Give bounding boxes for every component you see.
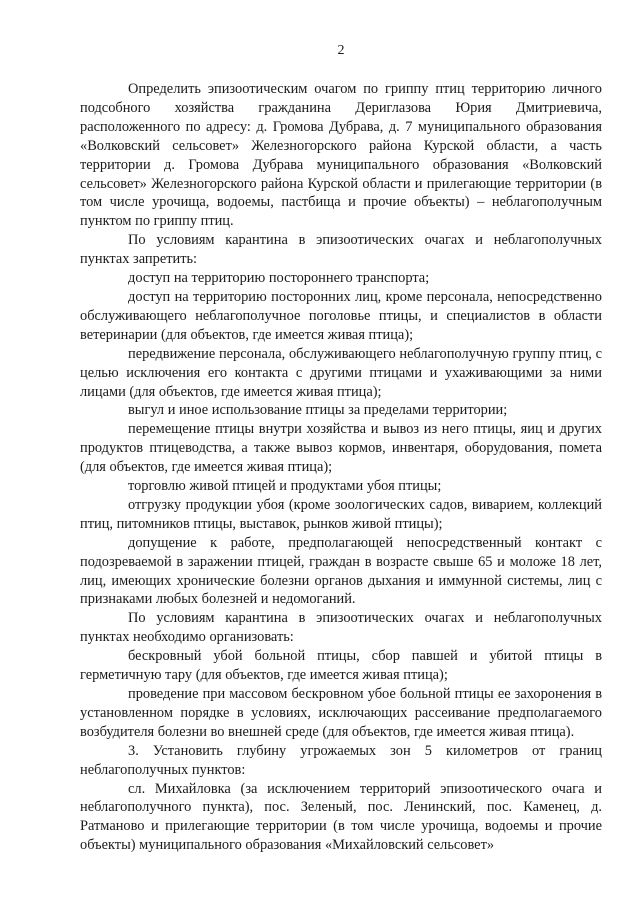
paragraph-prohibit-walking: выгул и иное использование птицы за пределами территории; xyxy=(128,402,508,419)
document-body xyxy=(80,80,602,855)
paragraph-item-3-threat-zones: 3. Установить глубину угрожаемых зон 5 километров от границ неблагополучных пунктов: xyxy=(80,742,602,778)
paragraph-prohibit-relocation: перемещение птицы внутри хозяйства и вывоз из него птицы, яиц и других продуктов птицеводства, а также вывоз кормов, инвентаря, оборудования, помета (для объектов, где имеется живая птица); xyxy=(80,421,602,476)
paragraph-prohibit-transport: доступ на территорию постороннего транспорта; xyxy=(128,270,430,287)
paragraph-organize-slaughter: бескровный убой больной птицы, сбор павшей и убитой птицы в герметичную тару (для объектов, где имеется живая птица); xyxy=(80,648,602,684)
paragraph-mikhailovka-territories: сл. Михайловка (за исключением территорий эпизоотического очага и неблагополучного пункта), пос. Зеленый, пос. Ленинский, пос. Каменец, д. Ратманово и прилегающие территории (в том числе урочища, водоемы и прочие объекты) муниципального образования «Михайловский сельсовет» xyxy=(80,780,602,854)
paragraph-prohibit-trade: торговлю живой птицей и продуктами убоя птицы; xyxy=(128,478,442,495)
paragraph-quarantine-organize-intro: По условиям карантина в эпизоотических очагах и неблагополучных пунктах необходимо организовать: xyxy=(80,610,602,646)
paragraph-prohibit-staff-movement: передвижение персонала, обслуживающего неблагополучную группу птиц, с целью исключения его контакта с другими птицами и ухаживающими за ними лицами (для объектов, где имеется живая птица); xyxy=(80,345,602,400)
paragraph-prohibit-work-admission: допущение к работе, предполагающей непосредственный контакт с подозреваемой в заражении птицей, граждан в возрасте свыше 65 и моложе 18 лет, лиц, имеющих хронические болезни органов дыхания и иммунной системы, лиц с признаками любых болезней и недомоганий. xyxy=(80,534,602,608)
paragraph-organize-burial: проведение при массовом бескровном убое больной птицы ее захоронения в установленном порядке в условиях, исключающих рассеивание предполагаемого возбудителя болезни во внешней среде (для объектов, где имеется живая птица). xyxy=(80,686,602,740)
paragraph-prohibit-shipment: отгрузку продукции убоя (кроме зоологических садов, виварием, коллекций птиц, питомников птицы, выставок, рынков живой птицы); xyxy=(80,496,602,532)
paragraph-prohibit-outsiders: доступ на территорию посторонних лиц, кроме персонала, непосредственно обслуживающего неблагополучное поголовье птицы, и специалистов в области ветеринарии (для объектов, где имеется живая птица); xyxy=(80,288,602,343)
page-number: 2 xyxy=(337,43,345,58)
paragraph-determine-focus: Определить эпизоотическим очагом по гриппу птиц территорию личного подсобного хозяйства гражданина Дериглазова Юрия Дмитриевича, расположенного по адресу: д. Громова Дубрава, д. 7 муниципального образования «Волковский сельсовет» Железногорского района Курской области, а часть территории д. Громова Дубрава муниципального образования «Волковский сельсовет» Железногорского района Курской области и прилегающие территории (в том числе урочища, водоемы, пастбища и прочие объекты) – неблагополучным пунктом по гриппу птиц. xyxy=(80,81,602,230)
paragraph-quarantine-prohibit-intro: По условиям карантина в эпизоотических очагах и неблагополучных пунктах запретить: xyxy=(80,232,602,268)
